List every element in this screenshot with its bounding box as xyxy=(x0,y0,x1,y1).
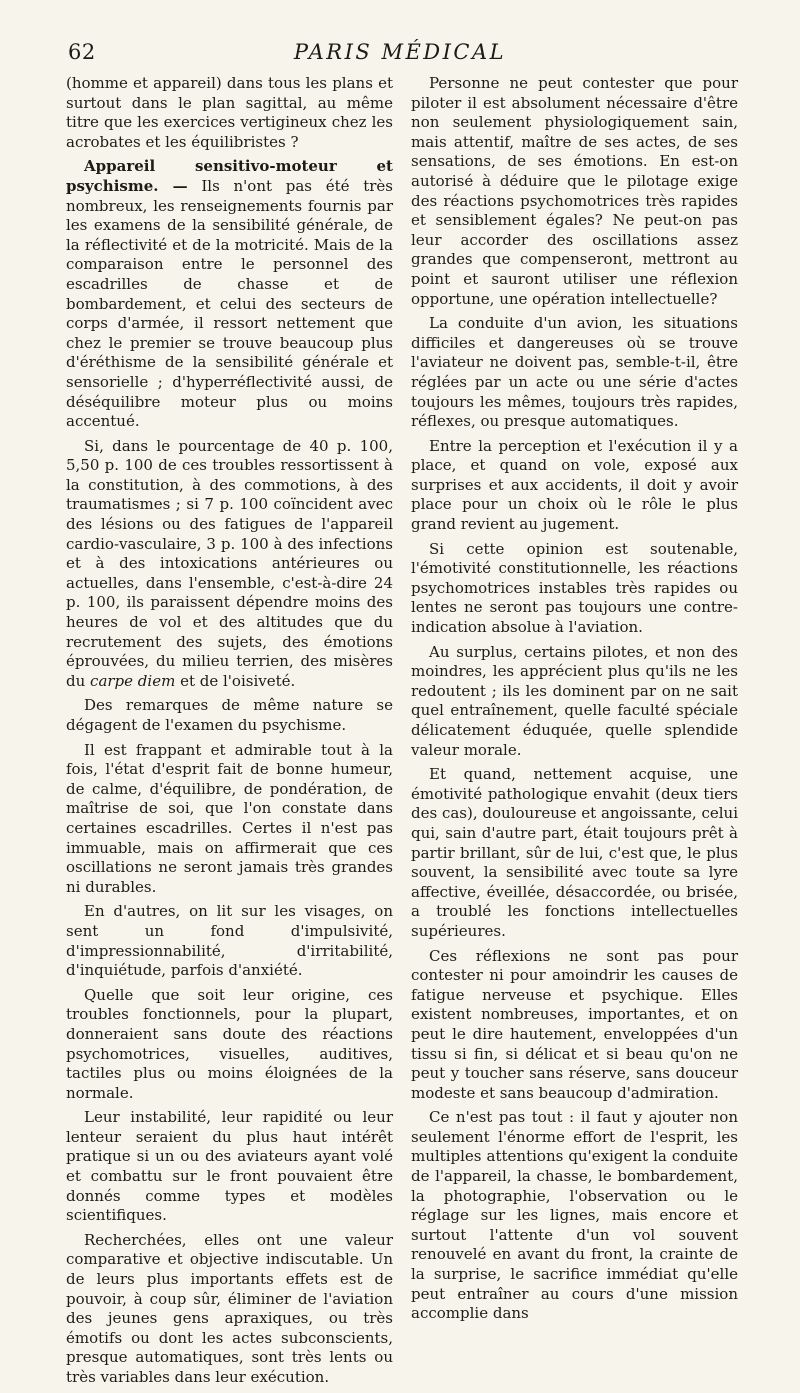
running-head: PARIS MÉDICAL xyxy=(293,40,507,64)
paragraph: La conduite d'un avion, les situations difficiles et dangereuses où se trouve l'aviateur ne doivent pas, semble-t-il, être réglées par un acte ou une série d'actes toujours les mêmes, toujours très rapides, réflexes, ou presque automatiques. xyxy=(411,314,738,431)
paragraph-text: Ils n'ont pas été très nombreux, les renseignements fournis par les examens de la sensibilité générale, de la réflectivité et de la motricité. Mais de la comparaison entre le personnel des escadrilles de chasse et de bombardement, et celui des secteurs de corps d'armée, il ressort nettement que chez le premier se trouve beaucoup plus d'éréthisme de la sensibilité générale et sensorielle ; d'hyperréflectivité aussi, de déséquilibre moteur plus ou moins accentué. xyxy=(66,176,393,431)
italic-phrase: carpe diem xyxy=(90,671,176,690)
paragraph: Au surplus, certains pilotes, et non des moindres, les apprécient plus qu'ils ne les redoutent ; ils les dominent par on ne sait quel entraînement, quelle faculté spéciale délicatement éduquée, quelle splendide valeur morale. xyxy=(411,642,738,759)
paragraph: Ce n'est pas tout : il faut y ajouter non seulement l'énorme effort de l'esprit, les multiples attentions qu'exigent la conduite de l'appareil, la chasse, le bombardement, la photographie, l'observation ou le réglage sur les lignes, mais encore et surtout l'attente d'un vol souvent renouvelé en avant du front, la crainte de la surprise, le sacrifice immédiat qu'elle peut entraîner au cours d'une mission accomplie dans xyxy=(411,1108,738,1323)
paragraph-text: et de l'oisiveté. xyxy=(175,671,296,690)
paragraph xyxy=(66,437,393,692)
paragraph: Ces réflexions ne sont pas pour contester ni pour amoindrir les causes de fatigue nerveuse et psychique. Elles existent nombreuses, importantes, et on peut le dire hautement, enveloppées d'un tissu si fin, si délicat et si beau qu'on ne peut y toucher sans réserve, sans douceur modeste et sans beaucoup d'admiration. xyxy=(411,946,738,1102)
paragraph: Si cette opinion est soutenable, l'émotivité constitutionnelle, les réactions psychomotrices instables très rapides ou lentes ne seront pas toujours une contre-indication absolue à l'aviation. xyxy=(411,539,738,637)
paragraph: Des remarques de même nature se dégagent de l'examen du psychisme. xyxy=(66,696,393,734)
paragraph: En d'autres, on lit sur les visages, on sent un fond d'impulsivité, d'impressionnabilité, d'irritabilité, d'inquiétude, parfois d'anxiété. xyxy=(66,902,393,980)
right-column xyxy=(411,74,738,1329)
paragraph: Quelle que soit leur origine, ces troubles fonctionnels, pour la plupart, donneraient sans doute des réactions psychomotrices, visuelles, auditives, tactiles plus ou moins éloignées de la normale. xyxy=(66,985,393,1102)
page-number: 62 xyxy=(68,40,96,64)
section-heading: Appareil sensitivo-moteur et psychisme. — xyxy=(66,157,393,195)
left-column xyxy=(66,74,393,1393)
paragraph: Leur instabilité, leur rapidité ou leur lenteur seraient du plus haut intérêt pratique si un ou des aviateurs ayant volé et combattu sur le front pouvaient être donnés comme types et modèles scientifiques. xyxy=(66,1108,393,1225)
paragraph: Personne ne peut contester que pour piloter il est absolument nécessaire d'être non seulement physiologiquement sain, mais attentif, maître de ses actes, de ses sensations, de ses émotions. En est-on autorisé à déduire que le pilotage exige des réactions psychomotrices très rapides et sensiblement égales? Ne peut-on pas leur accorder des oscillations assez grandes que compenseront, mettront au point et sauront utiliser une réflexion opportune, une opération intellectuelle? xyxy=(411,74,738,308)
paragraph: Et quand, nettement acquise, une émotivité pathologique envahit (deux tiers des cas), douloureuse et angoissante, celui qui, sain d'autre part, était toujours prêt à partir brillant, sûr de lui, c'est que, le plus souvent, la sensibilité avec toute sa lyre affective, éveillée, désaccordée, ou brisée, a troublé les fonctions intellectuelles supérieures. xyxy=(411,765,738,940)
paragraph: Recherchées, elles ont une valeur comparative et objective indiscutable. Un de leurs plus importants effets est de pouvoir, à coup sûr, éliminer de l'aviation des jeunes gens apraxiques, ou très émotifs ou dont les actes subconscients, presque automatiques, sont très lents ou très variables dans leur exécution. xyxy=(66,1230,393,1386)
paragraph-text: Si, dans le pourcentage de 40 p. 100, 5,50 p. 100 de ces troubles ressortissent à la constitution, à des commotions, à des traumatismes ; si 7 p. 100 coïncident avec des lésions ou des fatigues de l'appareil cardio-vasculaire, 3 p. 100 à des infections et à des intoxications antérieures ou actuelles, dans l'ensemble, c'est-à-dire 24 p. 100, ils paraissent dépendre moins des heures de vol et des altitudes que du recrutement des sujets, des émotions éprouvées, du milieu terrien, des misères du xyxy=(66,436,393,690)
paragraph: Il est frappant et admirable tout à la fois, l'état d'esprit fait de bonne humeur, de calme, d'équilibre, de pondération, de maîtrise de soi, que l'on constate dans certaines escadrilles. Certes il n'est pas immuable, mais on affirmerait que ces oscillations ne seront jamais très grandes ni durables. xyxy=(66,740,393,896)
paragraph: Entre la perception et l'exécution il y a place, et quand on vole, exposé aux surprises et aux accidents, il doit y avoir place pour un choix où le rôle le plus grand revient au jugement. xyxy=(411,436,738,534)
paragraph: (homme et appareil) dans tous les plans et surtout dans le plan sagittal, au même titre que les exercices vertigineux chez les acrobates et les équilibristes ? xyxy=(66,74,393,151)
section-paragraph xyxy=(66,157,393,431)
